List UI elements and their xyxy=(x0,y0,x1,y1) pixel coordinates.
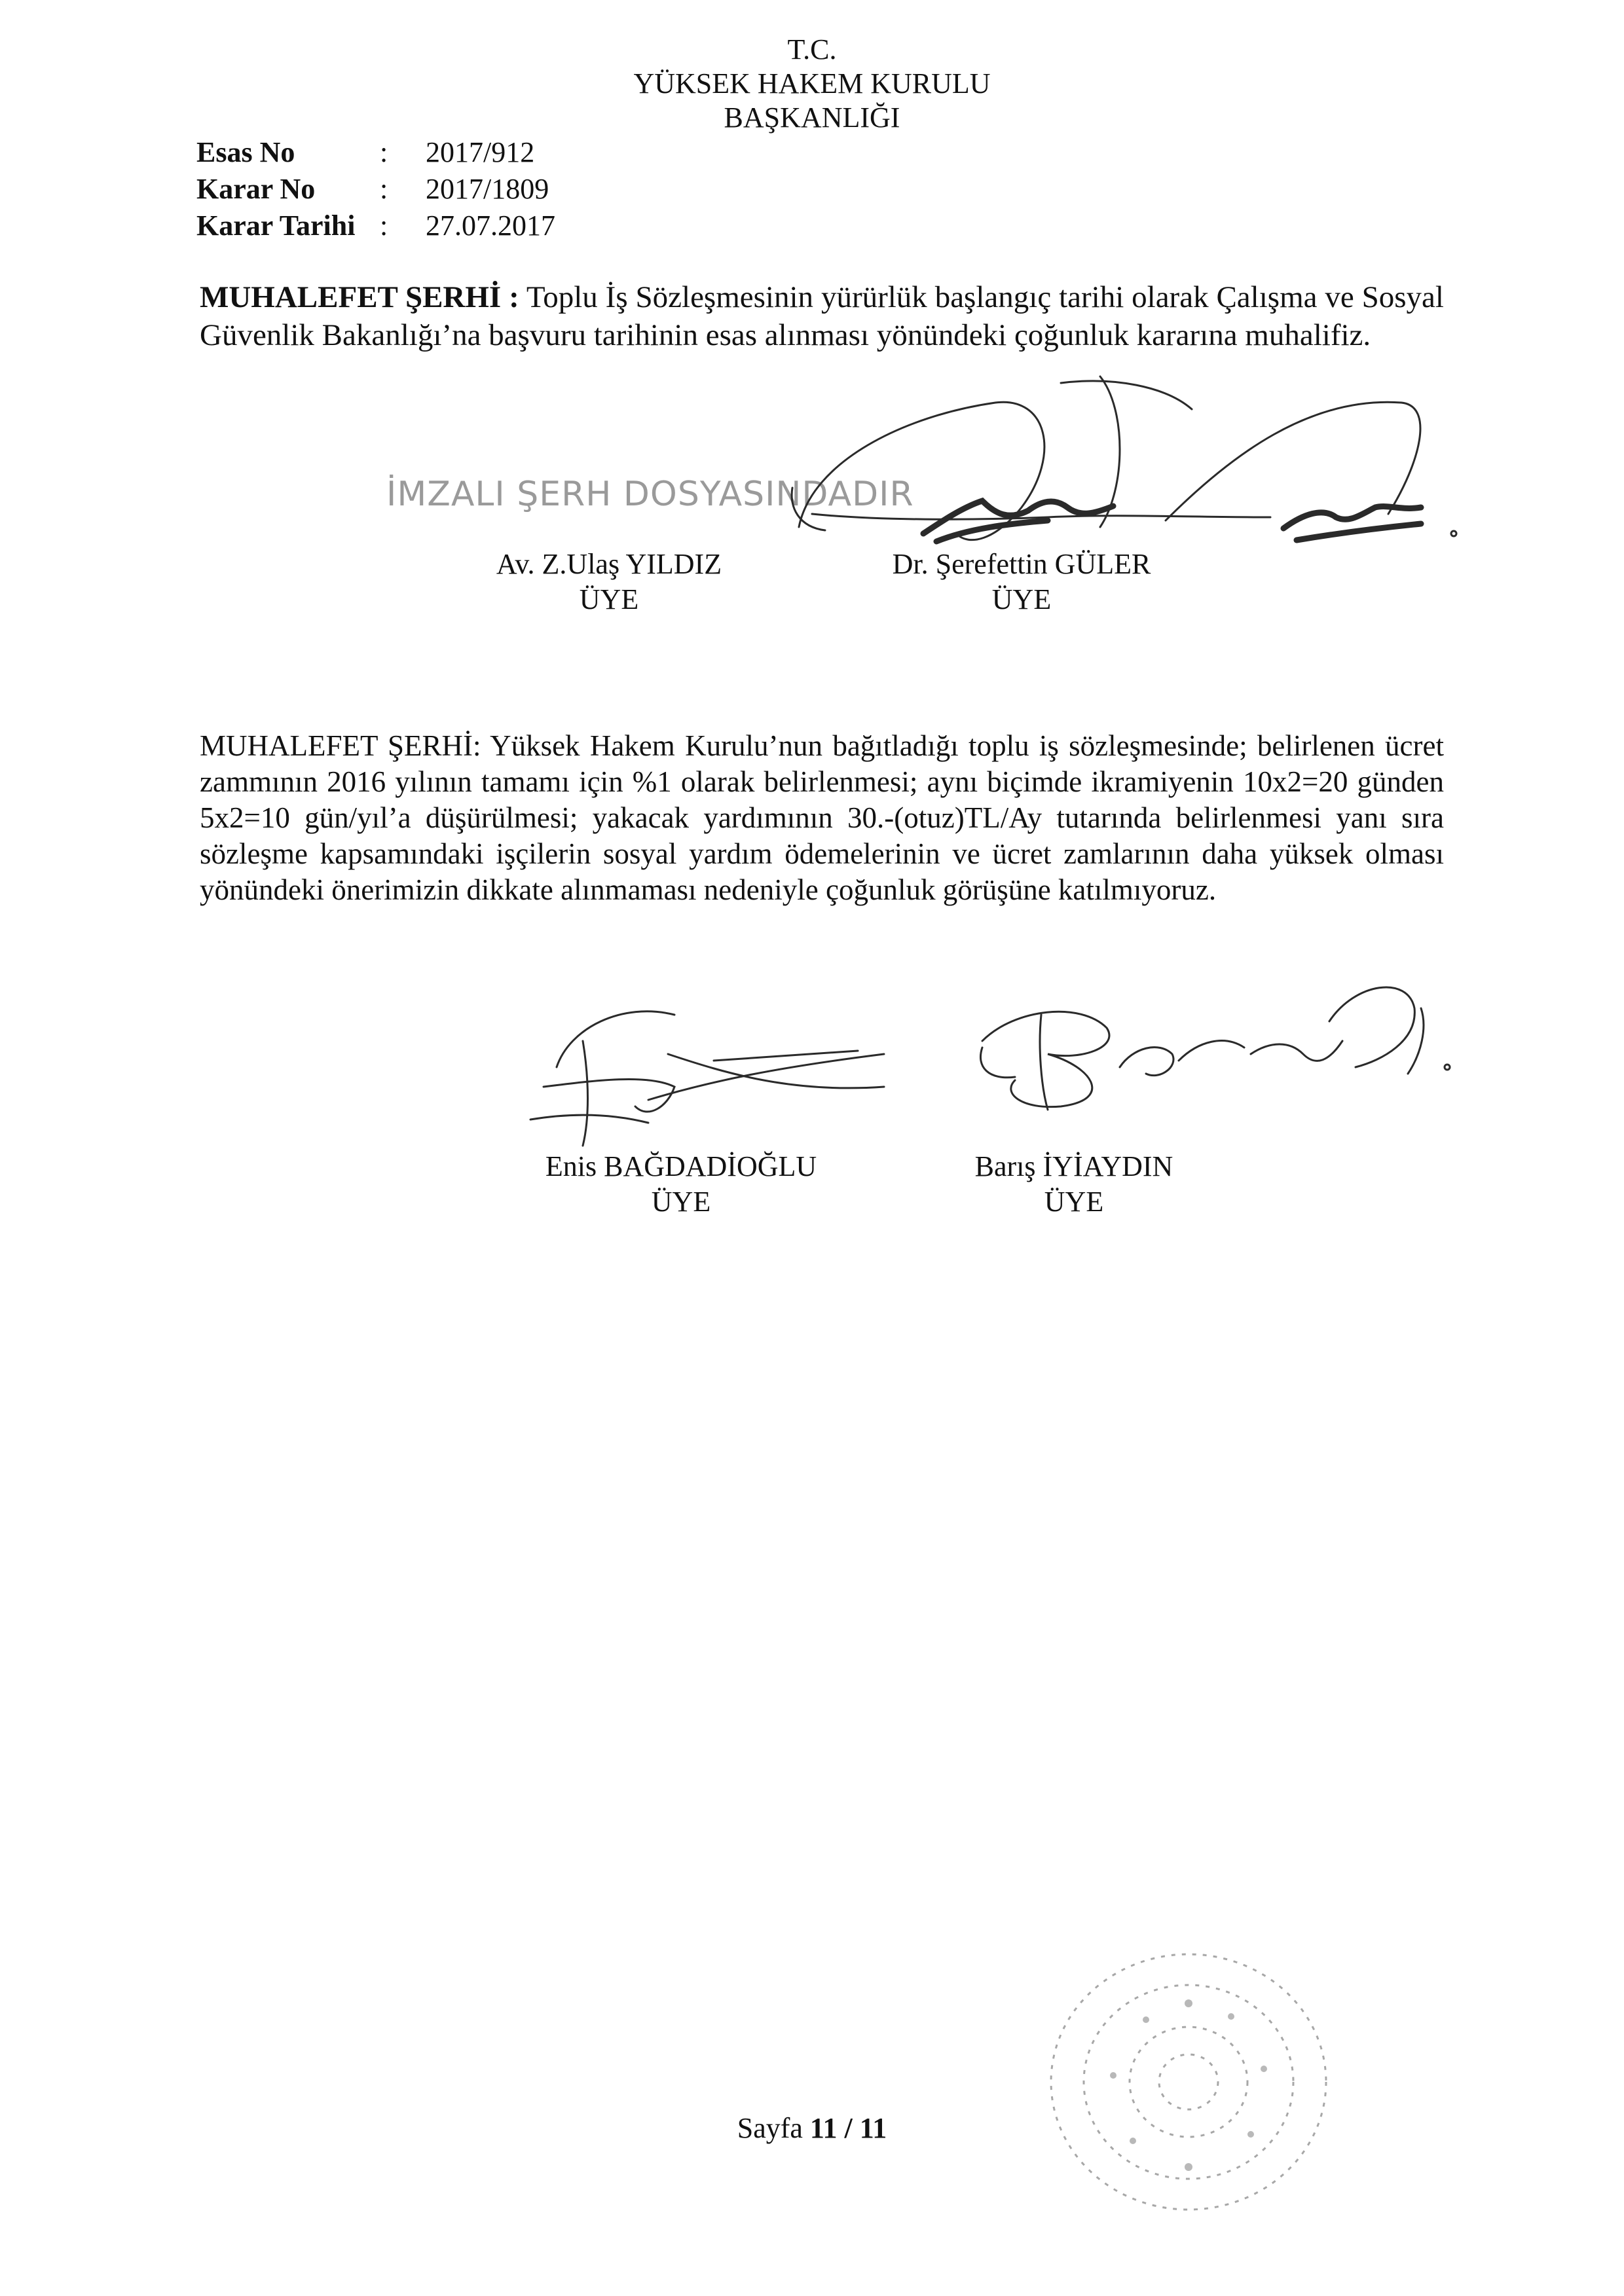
signatory-iyiaydin-name: Barış İYİAYDIN xyxy=(974,1150,1173,1182)
tarih-label: Karar Tarihi xyxy=(196,210,356,242)
page-label: Sayfa xyxy=(737,2112,803,2144)
header-department: BAŞKANLIĞI xyxy=(724,101,900,134)
dissent-1 xyxy=(200,278,1444,354)
tarih-row xyxy=(196,208,555,244)
signature-iyiaydin xyxy=(963,969,1460,1120)
signatory-bagdadioglu-role: ÜYE xyxy=(651,1186,711,1218)
signatory-guler-name: Dr. Şerefettin GÜLER xyxy=(892,548,1151,580)
signatory-guler-role: ÜYE xyxy=(991,583,1052,615)
karar-row xyxy=(196,171,555,208)
signatory-yildiz-name: Av. Z.Ulaş YILDIZ xyxy=(496,548,722,580)
signatory-yildiz-role: ÜYE xyxy=(579,583,639,615)
tarih-value: 27.07.2017 xyxy=(426,210,555,242)
official-seal xyxy=(1035,1938,1342,2226)
karar-colon: : xyxy=(380,173,388,205)
tarih-colon: : xyxy=(380,210,388,242)
signatory-iyiaydin-role: ÜYE xyxy=(1044,1186,1104,1218)
dissent-2: MUHALEFET ŞERHİ: Yüksek Hakem Kurulu’nun bağıtladığı toplu iş sözleşmesinde; belirlenen ücret zammının 2016 yılının tamamı için %1 olarak belirlenmesi; aynı biçimde ikramiyenin 10x2=20 günden 5x2=10 gün/yıl’a düşürülmesi; yakacak yardımının 30.-(otuz)TL/Ay tutarında belirlenmesi yanı sıra sözleşme kapsamındaki işçilerin sosyal yardım ödemelerinin ve ücret zamlarının daha yüksek olması yönündeki önerimizin dikkate alınmaması nedeniyle çoğunluk görüşüne katılmıyoruz. xyxy=(200,729,1444,906)
signature-bagdadioglu xyxy=(517,989,923,1159)
signature-guler xyxy=(773,357,1467,579)
karar-label: Karar No xyxy=(196,173,316,205)
dissent-1-title: MUHALEFET ŞERHİ : xyxy=(200,280,519,314)
signatory-yildiz xyxy=(426,547,792,617)
esas-colon: : xyxy=(380,136,388,168)
esas-label: Esas No xyxy=(196,136,295,168)
case-metadata xyxy=(196,134,555,244)
signatory-guler xyxy=(838,547,1205,617)
page-number: 11 / 11 xyxy=(809,2112,887,2144)
page-footer xyxy=(0,2111,1624,2145)
signatory-bagdadioglu xyxy=(498,1149,864,1220)
esas-value: 2017/912 xyxy=(426,136,535,168)
esas-row xyxy=(196,134,555,171)
header-tc: T.C. xyxy=(787,33,837,65)
karar-value: 2017/1809 xyxy=(426,173,549,205)
header-institution: YÜKSEK HAKEM KURULU xyxy=(633,67,991,100)
signed-dissent-stamp: İMZALI ŞERH DOSYASINDADIR xyxy=(386,475,914,514)
signatory-iyiaydin xyxy=(891,1149,1257,1220)
dissent-1-text: Toplu İş Sözleşmesinin yürürlük başlangıç tarihi olarak Çalışma ve Sosyal Güvenlik Bakanlığı’na başvuru tarihinin esas alınması yönündeki çoğunluk kararına muhalifiz. xyxy=(200,280,1444,352)
signatory-bagdadioglu-name: Enis BAĞDADİOĞLU xyxy=(545,1150,817,1182)
